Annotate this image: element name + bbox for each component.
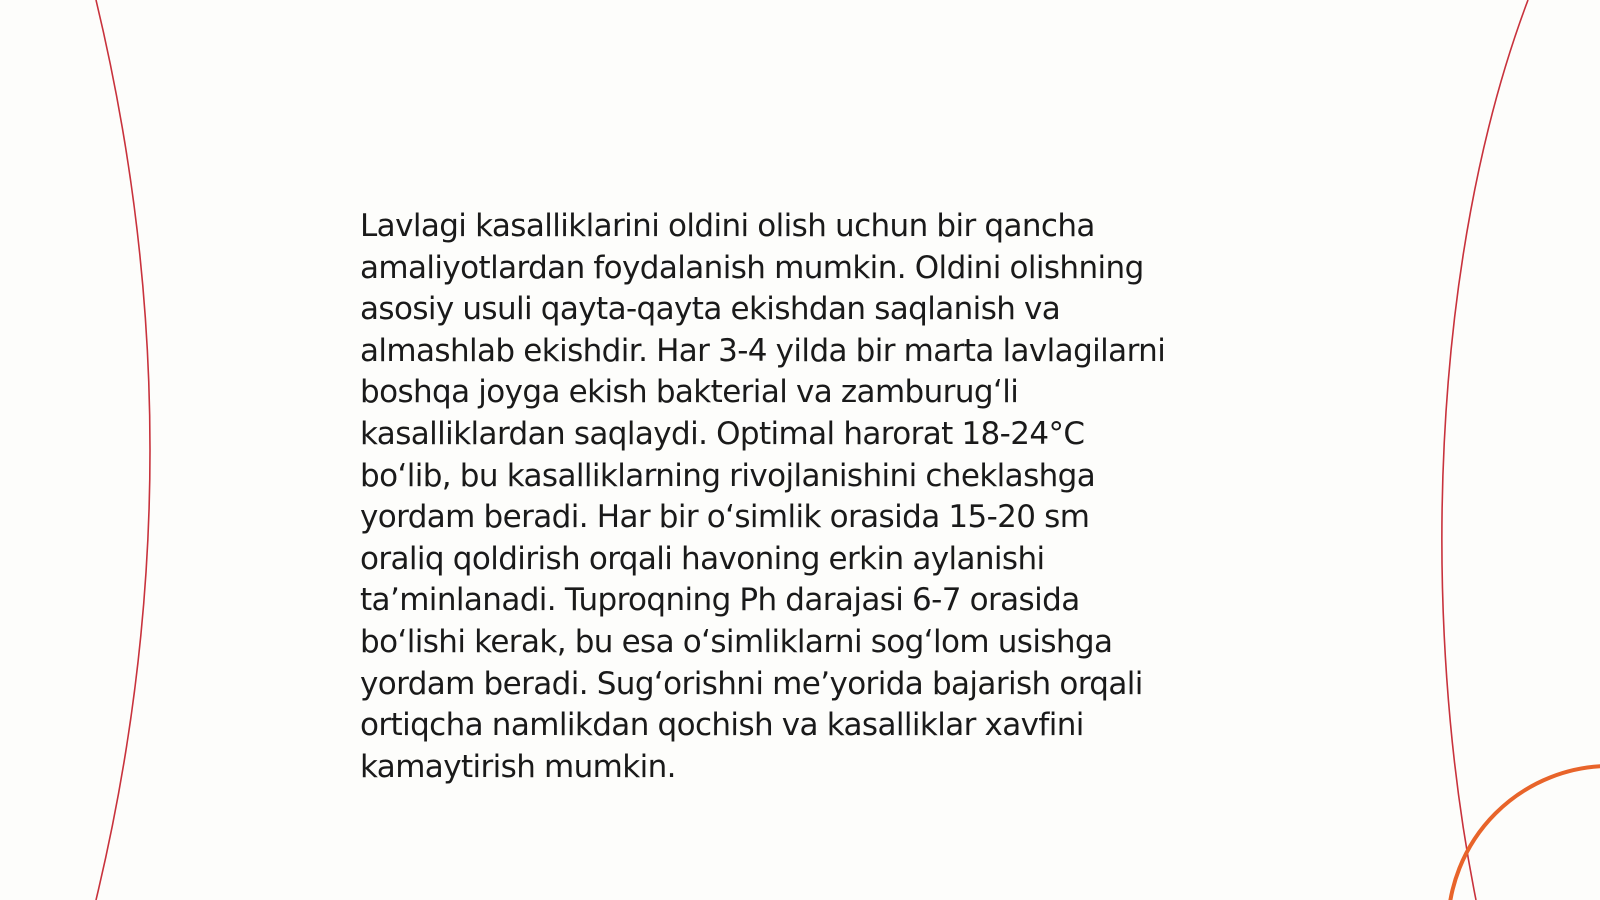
paragraph-line: almashlab ekishdir. Har 3-4 yilda bir marta lavlagilarni [360, 332, 1166, 369]
paragraph-line: boshqa joyga ekish bakterial va zamburug‘li [360, 374, 1019, 411]
paragraph-line: asosiy usuli qayta-qayta ekishdan saqlanish va [360, 291, 1061, 328]
paragraph-line: kamaytirish mumkin. [360, 748, 676, 785]
paragraph-line: yordam beradi. Har bir o‘simlik orasida 15-20 sm [360, 499, 1090, 536]
paragraph-line: amaliyotlardan foydalanish mumkin. Oldini olishning [360, 249, 1144, 286]
right-curve-line [1442, 0, 1528, 900]
paragraph-line: yordam beradi. Sug‘orishni me’yorida bajarish orqali [360, 665, 1143, 702]
left-curve-line [96, 0, 150, 900]
paragraph-line: bo‘lib, bu kasalliklarning rivojlanishini cheklashga [360, 457, 1096, 494]
paragraph-line: kasalliklardan saqlaydi. Optimal harorat 18-24°C [360, 415, 1085, 452]
paragraph-line: ta’minlanadi. Tuproqning Ph darajasi 6-7 orasida [360, 582, 1080, 619]
body-paragraph [360, 206, 1240, 788]
paragraph-line: ortiqcha namlikdan qochish va kasalliklar xavfini [360, 707, 1084, 744]
paragraph-line: oraliq qoldirish orqali havoning erkin aylanishi [360, 540, 1045, 577]
paragraph-line: bo‘lishi kerak, bu esa o‘simliklarni sog‘lom usishga [360, 623, 1113, 660]
orange-accent-arc [1448, 766, 1600, 900]
paragraph-line: Lavlagi kasalliklarini oldini olish uchun bir qancha [360, 208, 1095, 244]
